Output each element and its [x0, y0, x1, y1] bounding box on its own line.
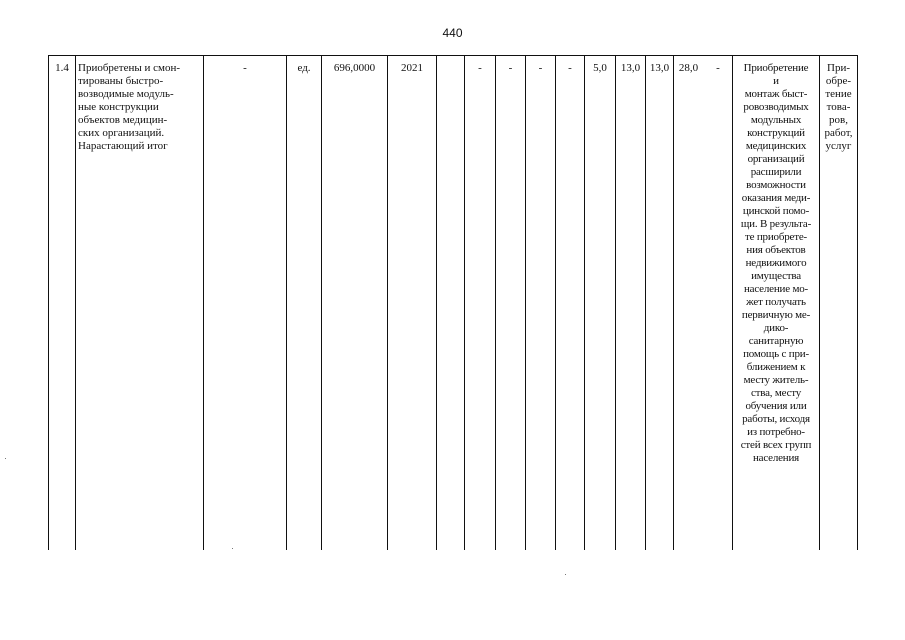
- period-value: 13,0: [620, 62, 641, 74]
- base-value-cell: 696,0000: [333, 62, 376, 74]
- period-value: 28,0: [678, 62, 699, 74]
- table-row: [48, 55, 858, 550]
- table-border-left: [48, 56, 49, 550]
- base-year-cell: 2021: [401, 62, 423, 74]
- column-divider: [321, 56, 322, 550]
- column-divider: [203, 56, 204, 550]
- result-description: Приобретение и монтаж быст- ровозводимых модульных конструкций медицинских организаций расширили возможности оказания меди- цинской помо- щи. В результа- те приобрете- ния объектов недвижимого имущества население мо- жет получать первичную ме- дико- санитарную помощь с при- ближением к месту житель- ства, месту обучения или работы, исходя из потребно- стей всех групп населения: [740, 62, 812, 464]
- scan-speck: [565, 574, 566, 575]
- period-value: -: [478, 62, 482, 74]
- page-number: 440: [442, 26, 463, 40]
- period-value: -: [568, 62, 572, 74]
- scan-speck: [5, 458, 6, 459]
- column-divider: [436, 56, 437, 550]
- unit-cell: ед.: [297, 62, 311, 74]
- column-divider: [286, 56, 287, 550]
- column-divider: [584, 56, 585, 550]
- period-value: 5,0: [593, 62, 607, 74]
- cell-col3: -: [243, 62, 247, 74]
- column-divider: [732, 56, 733, 550]
- period-value: -: [508, 62, 513, 74]
- column-divider: [645, 56, 646, 550]
- column-divider: [555, 56, 556, 550]
- period-value: -: [538, 62, 543, 74]
- cell-col13: -: [716, 62, 720, 74]
- column-divider: [673, 56, 674, 550]
- column-divider: [387, 56, 388, 550]
- period-value: 13,0: [649, 62, 670, 74]
- type-cell: При- обре- тение това- ров, работ, услуг: [824, 62, 853, 152]
- scan-speck: [232, 548, 233, 549]
- table-border-right: [857, 56, 858, 550]
- column-divider: [525, 56, 526, 550]
- column-divider: [495, 56, 496, 550]
- column-divider: [615, 56, 616, 550]
- indicator-name: Приобретены и смон- тированы быстро- возводимые модуль- ные конструкции объектов медицин- ских организаций. Нарастающий итог: [78, 62, 181, 152]
- row-number: 1.4: [55, 62, 69, 74]
- column-divider: [464, 56, 465, 550]
- column-divider: [75, 56, 76, 550]
